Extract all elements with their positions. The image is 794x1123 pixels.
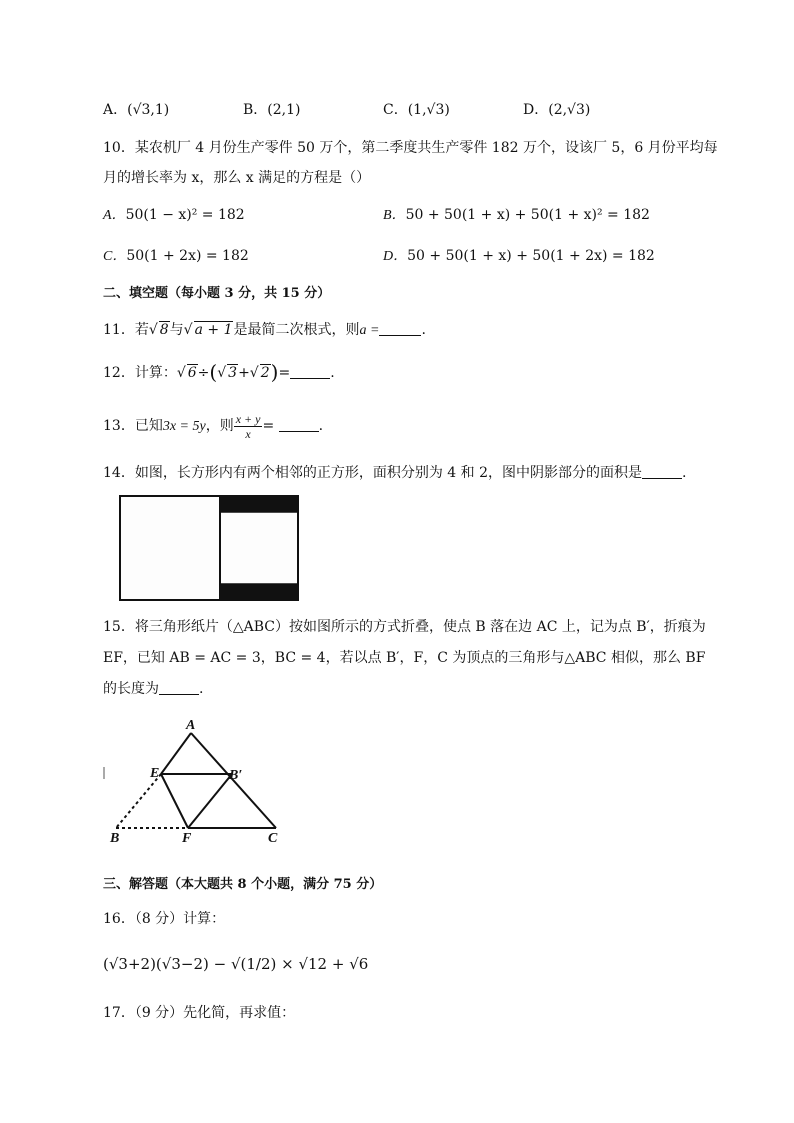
q12-answer-blank[interactable] bbox=[290, 364, 330, 379]
q15-figure bbox=[100, 715, 300, 855]
side-AE bbox=[161, 733, 191, 774]
q10-option-a: A．50(1 − x)² = 182 bbox=[103, 207, 245, 223]
label-B: B bbox=[110, 831, 120, 846]
label-F: F bbox=[182, 831, 192, 846]
label-A: A bbox=[186, 718, 196, 733]
q16-head: 16．（8 分）计算： bbox=[103, 911, 226, 927]
q15-line1: 15．将三角形纸片（△ABC）按如图所示的方式折叠，使点 B 落在边 AC 上，记为点 B′，折痕为 bbox=[103, 619, 706, 635]
segment-BpF bbox=[188, 774, 232, 828]
q9-option-a: A．(√3,1) bbox=[103, 102, 170, 118]
q11-answer-blank[interactable] bbox=[379, 321, 421, 336]
q15-line2: EF，已知 AB = AC = 3，BC = 4，若以点 B′，F，C 为顶点的三角形与△ABC 相似，那么 BF bbox=[103, 650, 706, 666]
q9-option-b-value: (2,1) bbox=[267, 102, 301, 118]
q9-option-a-value: (√3,1) bbox=[127, 102, 170, 118]
q14-answer-blank[interactable] bbox=[642, 464, 682, 479]
q13: 13．已知3x = 5y，则 $\frac{x + y}{x}$ = . bbox=[103, 411, 324, 441]
q9-option-d: D．(2,√3) bbox=[523, 102, 591, 118]
shaded-top bbox=[220, 496, 298, 512]
q9-option-b: B．(2,1) bbox=[243, 102, 301, 118]
section2-title: 二、填空题（每小题 3 分，共 15 分） bbox=[103, 286, 331, 301]
dashed-EB bbox=[116, 774, 161, 828]
label-E: E bbox=[150, 766, 160, 781]
label-C: C bbox=[268, 831, 278, 846]
q13-answer-blank[interactable] bbox=[279, 417, 319, 432]
q14: 14．如图，长方形内有两个相邻的正方形，面积分别为 4 和 2，图中阴影部分的面积是 . bbox=[103, 465, 687, 481]
shaded-bottom bbox=[220, 584, 298, 600]
label-Bp: B′ bbox=[229, 768, 243, 783]
q12: 12．计算：√ 6÷(√ 3+√ 2)= . bbox=[103, 360, 335, 384]
q9-option-c-value: (1,√3) bbox=[407, 102, 450, 118]
q9-option-d-value: (2,√3) bbox=[548, 102, 591, 118]
q11: 11．若√ 8与√ a + 1是最简二次根式，则a = . bbox=[103, 322, 426, 338]
q17-head: 17．（9 分）先化简，再求值： bbox=[103, 1005, 296, 1021]
q10-line2: 月的增长率为 x，那么 x 满足的方程是（） bbox=[103, 170, 371, 186]
section3-title: 三、解答题（本大题共 8 个小题，满分 75 分） bbox=[103, 877, 383, 892]
q14-figure bbox=[110, 488, 310, 608]
q9-option-c: C．(1,√3) bbox=[383, 102, 450, 118]
fold-EF bbox=[161, 774, 188, 828]
q15-answer-blank[interactable] bbox=[159, 680, 199, 695]
q16-expr: (√3+2)(√3−2) − √(1/2) × √12 + √6 bbox=[103, 955, 369, 973]
q15-line3: 的长度为 . bbox=[103, 681, 204, 697]
q10-option-b: B．50 + 50(1 + x) + 50(1 + x)² = 182 bbox=[383, 207, 650, 223]
q10-option-c: C．50(1 + 2x) = 182 bbox=[103, 248, 249, 264]
q10-option-d: D．50 + 50(1 + x) + 50(1 + 2x) = 182 bbox=[383, 248, 655, 264]
q10-line1: 10．某农机厂 4 月份生产零件 50 万个，第二季度共生产零件 182 万个，设该厂 5，6 月份平均每 bbox=[103, 140, 718, 156]
